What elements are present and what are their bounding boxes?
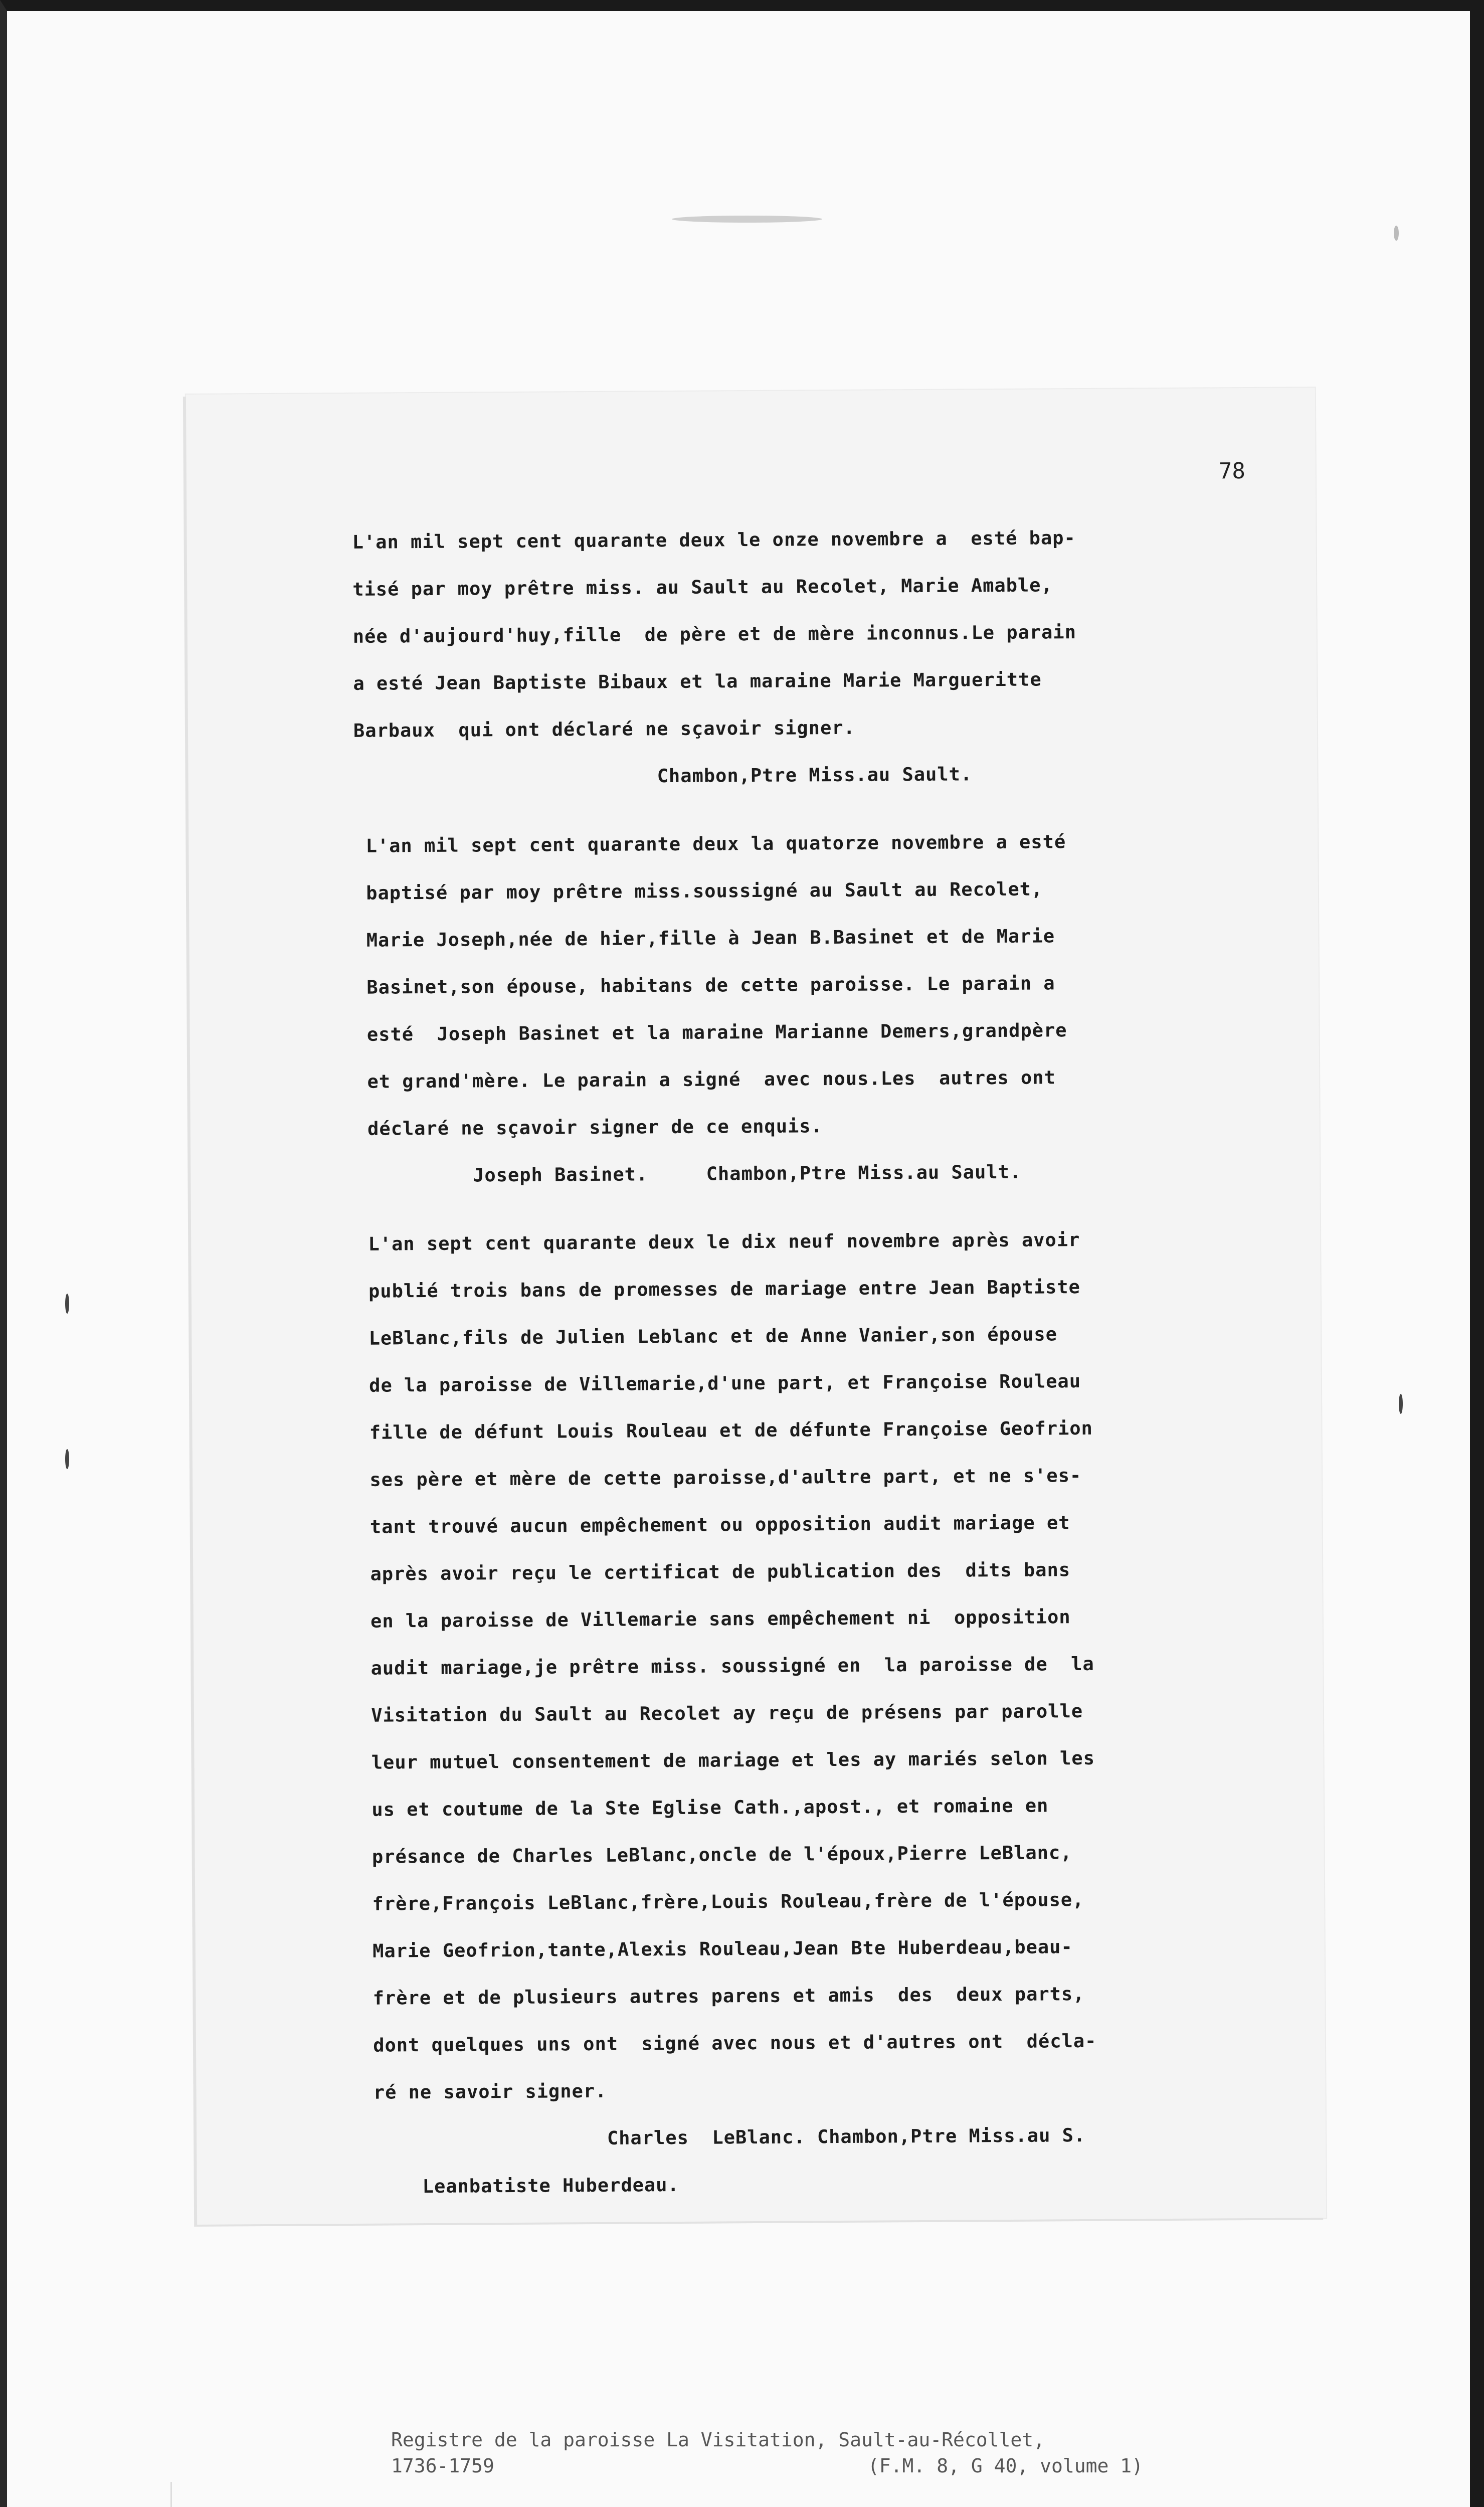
archives-stamp — [170, 2482, 1345, 2507]
caption-reference: (F.M. 8, G 40, volume 1) — [867, 2455, 1143, 2477]
document-page — [186, 388, 1326, 2225]
caption-dates: 1736-1759 — [391, 2455, 494, 2477]
text-line: leur mutuel consentement de mariage et les ay mariés selon les — [359, 1747, 1095, 1773]
signature-line: Charles LeBlanc. Chambon,Ptre Miss.au S. — [362, 2124, 1086, 2151]
text-line: après avoir reçu le certificat de publication des dits bans — [358, 1559, 1071, 1585]
text-line: L'an mil sept cent quarante deux la quatorze novembre a esté — [354, 831, 1066, 857]
text-line: L'an mil sept cent quarante deux le onze novembre a esté bap- — [352, 527, 1076, 553]
film-speck — [65, 1449, 69, 1469]
text-line: frère,François LeBlanc,frère,Louis Rouleau,frère de l'épouse, — [360, 1889, 1084, 1915]
text-line: ré ne savoir signer. — [361, 2080, 607, 2103]
text-line: fille de défunt Louis Rouleau et de défunte Françoise Geofrion — [357, 1417, 1093, 1444]
film-speck — [1399, 1394, 1403, 1414]
entry-baptism-marie-joseph — [354, 817, 1279, 1200]
entry-marriage-leblanc-rouleau — [356, 1215, 1285, 2211]
text-line: Barbaux qui ont déclaré ne sçavoir signer. — [353, 717, 855, 742]
register-text — [352, 513, 1285, 2211]
text-line: LeBlanc,fils de Julien Leblanc et de Anne Vanier,son épouse — [357, 1323, 1058, 1349]
entry-baptism-marie-amable — [352, 513, 1276, 802]
text-line: a esté Jean Baptiste Bibaux et la maraine Marie Margueritte — [353, 668, 1042, 694]
film-speck — [65, 1294, 69, 1314]
text-line: de la paroisse de Villemarie,d'une part, et Françoise Rouleau — [357, 1370, 1081, 1396]
text-line: esté Joseph Basinet et la maraine Marianne Demers,grandpère — [355, 1019, 1067, 1045]
text-line: tant trouvé aucun empêchement ou opposition audit mariage et — [358, 1512, 1070, 1538]
text-line: audit mariage,je prêtre miss. soussigné en la paroisse de la — [359, 1653, 1094, 1679]
text-line: dont quelques uns ont signé avec nous et d'autres ont décla- — [361, 2030, 1097, 2056]
text-line: Basinet,son épouse, habitans de cette paroisse. Le parain a — [354, 972, 1055, 998]
text-line: tisé par moy prêtre miss. au Sault au Recolet, Marie Amable, — [352, 574, 1053, 600]
film-speck — [672, 216, 822, 223]
text-line: us et coutume de la Ste Eglise Cath.,apost., et romaine en — [359, 1795, 1049, 1821]
archive-caption — [391, 2427, 1143, 2479]
text-line: déclaré ne sçavoir signer de ce enquis. — [355, 1115, 823, 1140]
text-line: présance de Charles LeBlanc,oncle de l'époux,Pierre LeBlanc, — [360, 1842, 1072, 1868]
text-line: et grand'mère. Le parain a signé avec nous.Les autres ont — [355, 1066, 1056, 1093]
signature-line: Joseph Basinet. Chambon,Ptre Miss.au Sault. — [356, 1161, 1022, 1187]
text-line: Visitation du Sault au Recolet ay reçu de présens par parolle — [359, 1700, 1083, 1726]
text-line: baptisé par moy prêtre miss.soussigné au Sault au Recolet, — [354, 878, 1043, 904]
caption-line-2 — [391, 2453, 1143, 2479]
text-line: Marie Joseph,née de hier,fille à Jean B.Basinet et de Marie — [354, 925, 1055, 951]
text-line: en la paroisse de Villemarie sans empêchement ni opposition — [358, 1606, 1071, 1632]
signature-line: Chambon,Ptre Miss.au Sault. — [353, 763, 973, 789]
page-number: 78 — [1218, 458, 1246, 484]
text-line: frère et de plusieurs autres parens et amis des deux parts, — [361, 1983, 1085, 2009]
extra-signature-line: Leanbatiste Huberdeau. — [422, 2174, 679, 2198]
text-line: publié trois bans de promesses de mariage entre Jean Baptiste — [356, 1276, 1081, 1302]
text-line: ses père et mère de cette paroisse,d'aultre part, et ne s'es- — [357, 1465, 1082, 1491]
text-line: née d'aujourd'huy,fille de père et de mère inconnus.Le parain — [352, 621, 1077, 647]
text-line: Marie Geofrion,tante,Alexis Rouleau,Jean Bte Huberdeau,beau- — [360, 1936, 1073, 1962]
text-line: L'an sept cent quarante deux le dix neuf novembre après avoir — [356, 1229, 1080, 1255]
caption-line-1: Registre de la paroisse La Visitation, Sault-au-Récollet, — [391, 2429, 1045, 2451]
film-speck — [1394, 226, 1399, 241]
